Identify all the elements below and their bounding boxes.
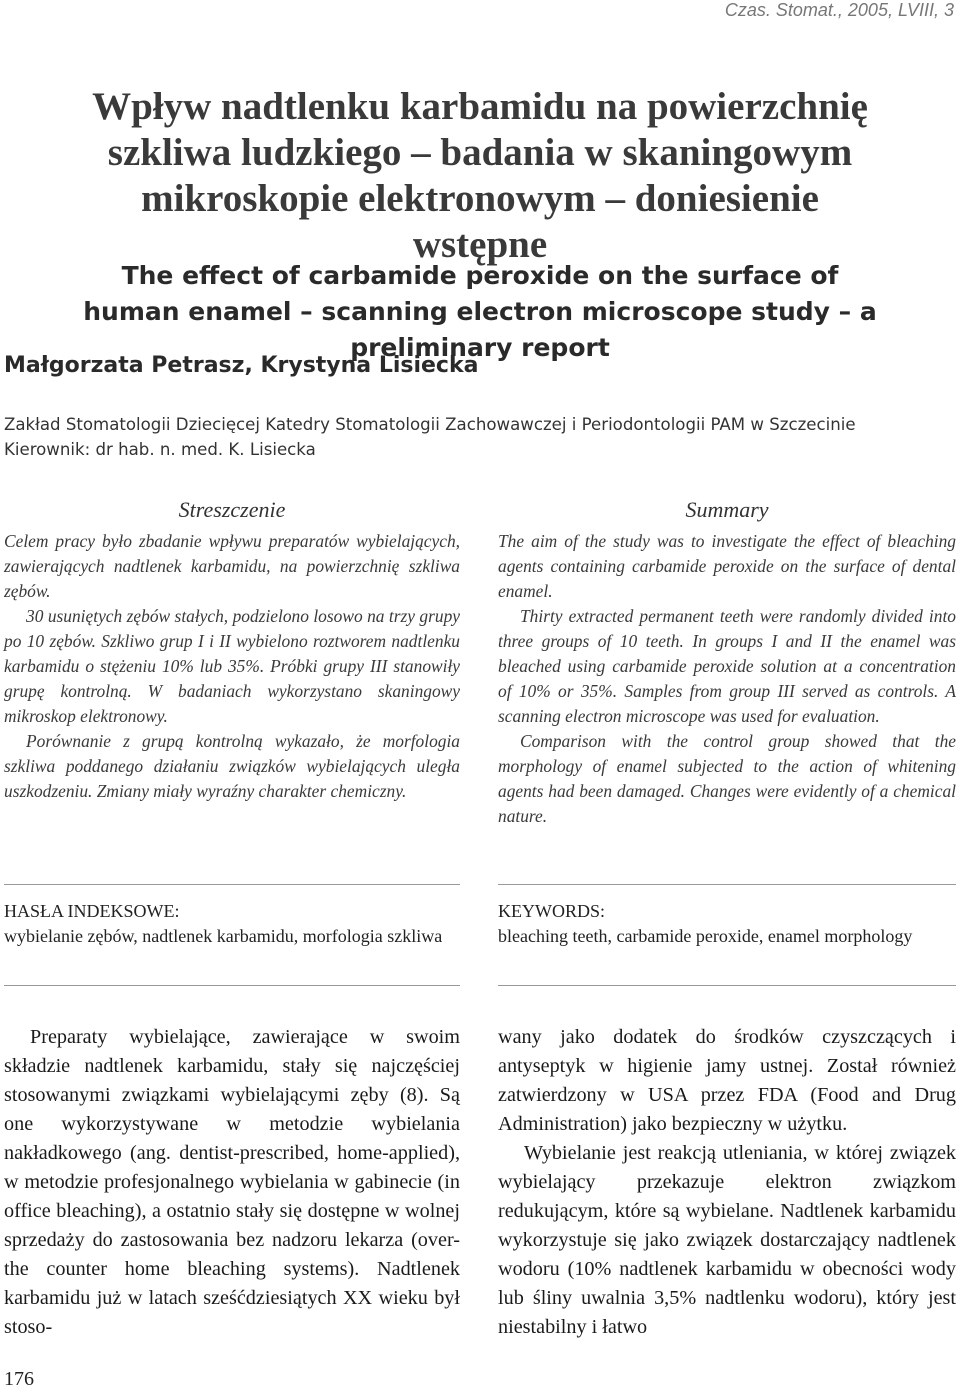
abstract-polish-body [4, 529, 460, 804]
keywords-polish-bottom-rule [4, 985, 460, 986]
abstract-english-p2: Thirty extracted permanent teeth were randomly divided into three groups of 10 teeth. In groups I and II the enamel was bleached using carbamide peroxide solution at a concentration of 10% or 35%. Samples from group III served as controls. A scanning electron microscope was used for evaluation. [498, 606, 956, 726]
keywords-polish [4, 901, 460, 949]
affiliation-line: Zakład Stomatologii Dziecięcej Katedry Stomatologii Zachowawczej i Periodontologii PAM w Szczecinie [4, 415, 856, 434]
keywords-polish-heading: HASŁA INDEKSOWE: [4, 901, 180, 921]
body-right-paragraph-1: wany jako dodatek do środków czyszczących i antyseptyk w higienie jamy ustnej. Został również zatwierdzony w USA przez FDA (Food and Drug Administration) jako bezpieczny w użytku. [498, 1026, 956, 1135]
keywords-polish-top-rule [4, 884, 460, 885]
authors: Małgorzata Petrasz, Krystyna Lisiecka [4, 353, 479, 378]
keywords-polish-text: wybielanie zębów, nadtlenek karbamidu, morfologia szkliwa [4, 926, 443, 946]
body-right-column [498, 1023, 956, 1342]
abstract-polish-heading: Streszczenie [178, 497, 286, 522]
affiliation [4, 412, 856, 462]
keywords-english-top-rule [498, 884, 956, 885]
abstract-polish [4, 497, 460, 804]
abstract-english-heading: Summary [685, 497, 769, 522]
page-number: 176 [4, 1368, 34, 1390]
keywords-english-bottom-rule [498, 985, 956, 986]
abstract-polish-p1: Celem pracy było zbadanie wpływu preparatów wybielających, zawierających nadtlenek karbamidu, na powierzchnię szkliwa zębów. [4, 531, 460, 601]
title-polish-text: Wpływ nadtlenku karbamidu na powierzchnię szkliwa ludzkiego – badania w skaningowym mikroskopie elektronowym – doniesienie wstępne [92, 85, 868, 266]
abstract-polish-p3: Porównanie z grupą kontrolną wykazało, że morfologia szkliwa poddanego działaniu związków wybielających uległa uszkodzeniu. Zmiany miały wyraźny charakter chemiczny. [4, 731, 460, 801]
abstract-polish-p2: 30 usuniętych zębów stałych, podzielono losowo na trzy grupy po 10 zębów. Szkliwo grup I i II wybielono roztworem nadtlenku karbamidu o stężeniu 10% lub 35%. Próbki grupy III stanowiły grupę kontrolną. W badaniach wykorzystano skaningowy mikroskop elektronowy. [4, 606, 460, 726]
abstract-english [498, 497, 956, 829]
keywords-english-heading: KEYWORDS: [498, 901, 605, 921]
title-english-text: The effect of carbamide peroxide on the surface of human enamel – scanning electron microscope study – a preliminary report [83, 261, 877, 362]
title-polish [0, 84, 960, 268]
title-english [0, 258, 960, 366]
body-right-paragraph-2: Wybielanie jest reakcją utleniania, w której związek wybielający przekazuje elektron związkom redukującym, które są wybielane. Nadtlenek karbamidu wykorzystuje się jako związek dostarczający nadtlenek wodoru (10% nadtlenek karbamidu w obecności wody lub śliny uwalnia 3,5% nadtlenku wodoru), który jest niestabilny i łatwo [498, 1142, 956, 1338]
abstract-english-body [498, 529, 956, 829]
body-left-paragraph: Preparaty wybielające, zawierające w swoim składzie nadtlenek karbamidu, stały się najczęściej stosowanymi związkami wybielającymi zęby (8). Są one wykorzystywane w metodzie wybielania nakładkowego (ang. dentist-prescribed, home-applied), w metodzie profesjonalnego wybielania w gabinecie (in office bleaching), a ostatnio stały się dostępne w wolnej sprzedaży do zastosowania bez nadzoru lekarza (over-the counter home bleaching systems). Nadtlenek karbamidu już w latach sześćdziesiątych XX wieku był stoso- [4, 1026, 460, 1338]
keywords-english [498, 901, 956, 949]
affiliation-head: Kierownik: dr hab. n. med. K. Lisiecka [4, 440, 316, 459]
abstract-english-p1: The aim of the study was to investigate the effect of bleaching agents containing carbamide peroxide on the surface of dental enamel. [498, 531, 956, 601]
body-left-column [4, 1023, 460, 1342]
abstract-english-p3: Comparison with the control group showed that the morphology of enamel subjected to the action of whitening agents had been damaged. Changes were evidently of a chemical nature. [498, 731, 956, 826]
keywords-english-text: bleaching teeth, carbamide peroxide, enamel morphology [498, 926, 913, 946]
journal-reference: Czas. Stomat., 2005, LVIII, 3 [724, 0, 954, 20]
